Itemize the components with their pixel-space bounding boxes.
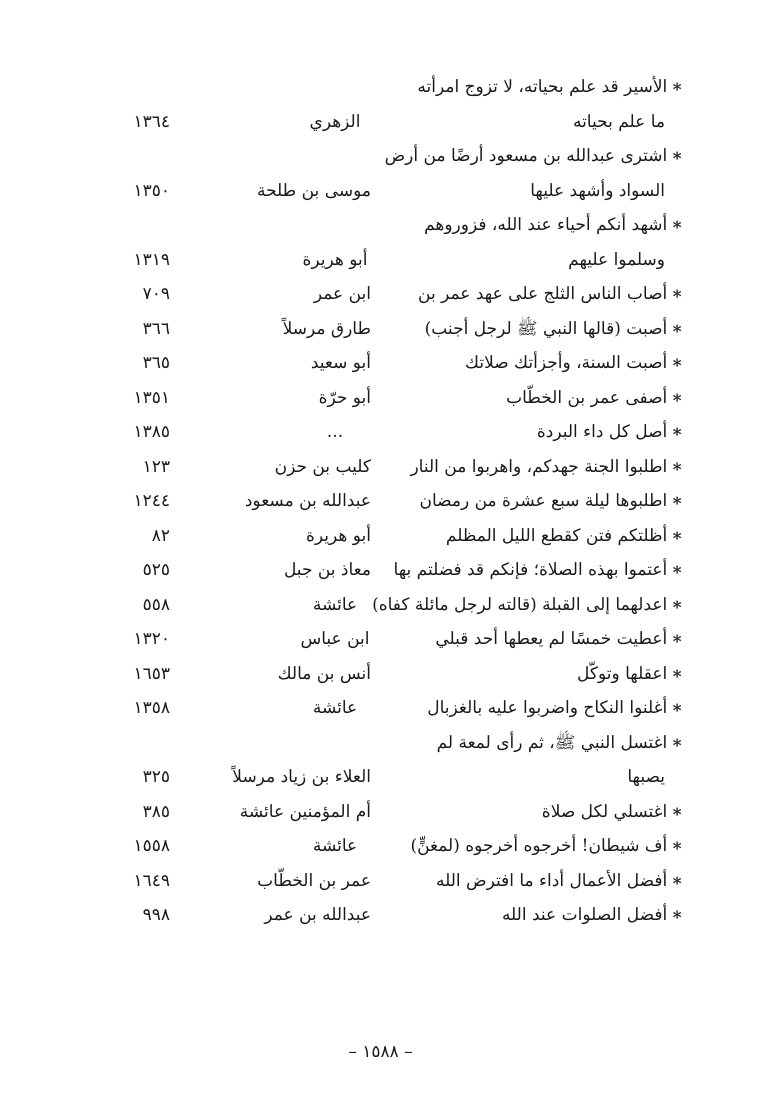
index-entry [0, 415, 761, 450]
asterisk-icon: ∗ [671, 905, 683, 925]
entry-text [385, 139, 683, 174]
asterisk-icon: ∗ [671, 353, 683, 373]
hadith-text: اطلبوها ليلة سبع عشرة من رمضان [419, 491, 668, 511]
narrator-name: العلاء بن زياد مرسلاً [232, 767, 371, 787]
asterisk-icon: ∗ [671, 870, 683, 891]
index-entry [0, 691, 761, 726]
entry-text [372, 588, 683, 623]
entry-number: ١٥٥٨ [133, 836, 170, 856]
hadith-text: أعتموا بهذه الصلاة؛ فإنكم قد فضلتم بها [393, 560, 668, 580]
hadith-text: أعطيت خمسًا لم يعطها أحد قبلي [435, 629, 668, 649]
entry-number: ٥٢٥ [142, 560, 170, 580]
index-entry [0, 864, 761, 899]
asterisk-icon: ∗ [671, 629, 683, 649]
asterisk-icon: ∗ [671, 801, 683, 822]
narrator-name: طارق مرسلاً [282, 318, 371, 339]
narrator-name: ... [326, 422, 344, 442]
asterisk-icon: ∗ [671, 836, 683, 856]
index-entry [0, 795, 761, 830]
asterisk-icon: ∗ [671, 77, 683, 97]
narrator-name: كليب بن حزن [274, 456, 371, 477]
entry-text [424, 208, 683, 243]
index-entry [0, 898, 761, 933]
hadith-text: اشترى عبدالله بن مسعود أرضًا من أرض [384, 146, 668, 166]
entry-number: ١٣٦٤ [133, 111, 170, 132]
hadith-text: اغتسلي لكل صلاة [541, 801, 668, 822]
entry-text [465, 346, 683, 381]
index-entry [0, 484, 761, 519]
entry-number: ١٣٥١ [133, 387, 170, 408]
narrator-name: عائشة [312, 698, 358, 718]
entry-number: ٧٠٩ [142, 284, 170, 304]
index-entry [0, 346, 761, 381]
entry-text [435, 622, 683, 657]
index-entry [0, 760, 761, 795]
hadith-text: وسلموا عليهم [568, 249, 665, 270]
hadith-text: أصفى عمر بن الخطّاب [506, 387, 668, 408]
entry-text [418, 277, 683, 312]
entry-text [577, 657, 683, 692]
entry-number: ٣٦٦ [142, 318, 170, 339]
hadith-text: أغلنوا النكاح واضربوا عليه بالغزبال [427, 698, 668, 718]
asterisk-icon: ∗ [671, 146, 683, 166]
entry-number: ١٣١٩ [133, 249, 170, 270]
entry-text [419, 484, 683, 519]
asterisk-icon: ∗ [671, 525, 683, 546]
narrator-name: أبو سعيد [310, 353, 371, 373]
hadith-index-list [0, 70, 761, 933]
asterisk-icon: ∗ [671, 663, 683, 684]
index-entry [0, 657, 761, 692]
index-entry [0, 105, 761, 140]
index-entry [0, 588, 761, 623]
entry-text [568, 243, 665, 278]
narrator-name: أبو هريرة [305, 525, 371, 546]
hadith-text: أصبت السنة، وأجزأتك صلاتك [465, 353, 668, 373]
entry-text [394, 553, 683, 588]
index-entry [0, 70, 761, 105]
entry-text [537, 415, 683, 450]
entry-text [436, 864, 683, 899]
asterisk-icon: ∗ [671, 732, 683, 753]
narrator-name: معاذ بن جبل [283, 560, 371, 580]
entry-text [425, 312, 683, 347]
asterisk-icon: ∗ [671, 215, 683, 235]
asterisk-icon: ∗ [671, 284, 683, 304]
asterisk-icon: ∗ [671, 422, 683, 442]
entry-number: ٣٨٥ [142, 801, 170, 822]
entry-number: ١٢٣ [142, 456, 170, 477]
index-entry [0, 519, 761, 554]
narrator-name: عائشة [312, 836, 358, 856]
hadith-text: أفضل الأعمال أداء ما افترض الله [435, 870, 668, 891]
hadith-text: اغتسل النبي ﷺ، ثم رأى لمعة لم [436, 732, 668, 753]
index-entry [0, 553, 761, 588]
entry-number: ٩٩٨ [142, 905, 170, 925]
narrator-name: موسى بن طلحة [256, 180, 371, 201]
hadith-text: الأسير قد علم بحياته، لا تزوج امرأته [417, 77, 668, 97]
narrator-name: أم المؤمنين عائشة [239, 801, 371, 822]
asterisk-icon: ∗ [671, 318, 683, 339]
hadith-text: يصبها [627, 767, 665, 787]
page-number: – ١٥٨٨ – [348, 1042, 413, 1062]
index-entry [0, 312, 761, 347]
entry-number: ١٢٤٤ [133, 491, 170, 511]
narrator-name: ابن عمر [313, 284, 371, 304]
narrator-name: ابن عباس [300, 629, 370, 649]
asterisk-icon: ∗ [671, 387, 683, 408]
asterisk-icon: ∗ [671, 456, 683, 477]
entry-text [437, 726, 683, 761]
entry-number: ١٦٤٩ [133, 870, 170, 891]
entry-number: ٣٢٥ [142, 767, 170, 787]
entry-number: ١٣٨٥ [133, 422, 170, 442]
asterisk-icon: ∗ [671, 491, 683, 511]
narrator-name: أنس بن مالك [277, 663, 371, 684]
entry-number: ٣٦٥ [142, 353, 170, 373]
entry-number: ٨٢ [151, 525, 170, 546]
index-entry [0, 450, 761, 485]
entry-text [446, 519, 683, 554]
narrator-name: أبو حرّة [318, 387, 371, 408]
hadith-text: السواد وأشهد عليها [530, 180, 665, 201]
hadith-text: أصبت (قالها النبي ﷺ لرجل أجنب) [424, 318, 668, 339]
entry-text [573, 105, 665, 140]
entry-number: ١٣٢٠ [133, 629, 170, 649]
index-entry [0, 208, 761, 243]
entry-text [530, 174, 665, 209]
narrator-name: عبدالله بن عمر [264, 905, 371, 925]
asterisk-icon: ∗ [671, 594, 683, 615]
entry-number: ١٣٥٨ [133, 698, 170, 718]
index-entry [0, 174, 761, 209]
hadith-text: أظلتكم فتن كقطع الليل المظلم [445, 525, 668, 546]
index-entry [0, 622, 761, 657]
narrator-name: أبو هريرة [302, 249, 368, 270]
narrator-name: عائشة [312, 594, 358, 615]
entry-number: ٥٥٨ [142, 594, 170, 615]
hadith-text: أصل كل داء البردة [536, 422, 668, 442]
entry-text [410, 829, 683, 864]
entry-text [417, 70, 683, 105]
index-entry [0, 277, 761, 312]
entry-number: ١٣٥٠ [133, 180, 170, 201]
hadith-text: اعدلهما إلى القبلة (قالته لرجل مائلة كفاه) [372, 594, 668, 615]
entry-text [627, 760, 665, 795]
entry-text [502, 898, 683, 933]
narrator-name: عبدالله بن مسعود [244, 491, 371, 511]
hadith-text: أف شيطان! أخرجوه أخرجوه (لمغنٍّ) [410, 836, 668, 856]
hadith-text: أصاب الناس الثلج على عهد عمر بن [418, 284, 668, 304]
entry-text [542, 795, 683, 830]
hadith-text: اعقلها وتوكّل [577, 663, 668, 684]
hadith-text: أشهد أنكم أحياء عند الله، فزوروهم [424, 215, 668, 235]
entry-text [410, 450, 683, 485]
asterisk-icon: ∗ [671, 560, 683, 580]
index-entry [0, 139, 761, 174]
index-entry [0, 726, 761, 761]
entry-text [427, 691, 683, 726]
entry-text [506, 381, 683, 416]
entry-number: ١٦٥٣ [133, 663, 170, 684]
hadith-text: أفضل الصلوات عند الله [501, 905, 668, 925]
index-entry [0, 243, 761, 278]
hadith-text: ما علم بحياته [572, 111, 665, 132]
index-entry [0, 829, 761, 864]
narrator-name: الزهري [309, 111, 361, 132]
hadith-text: اطلبوا الجنة جهدكم، واهربوا من النار [410, 456, 668, 477]
asterisk-icon: ∗ [671, 698, 683, 718]
index-entry [0, 381, 761, 416]
narrator-name: عمر بن الخطّاب [257, 870, 371, 891]
